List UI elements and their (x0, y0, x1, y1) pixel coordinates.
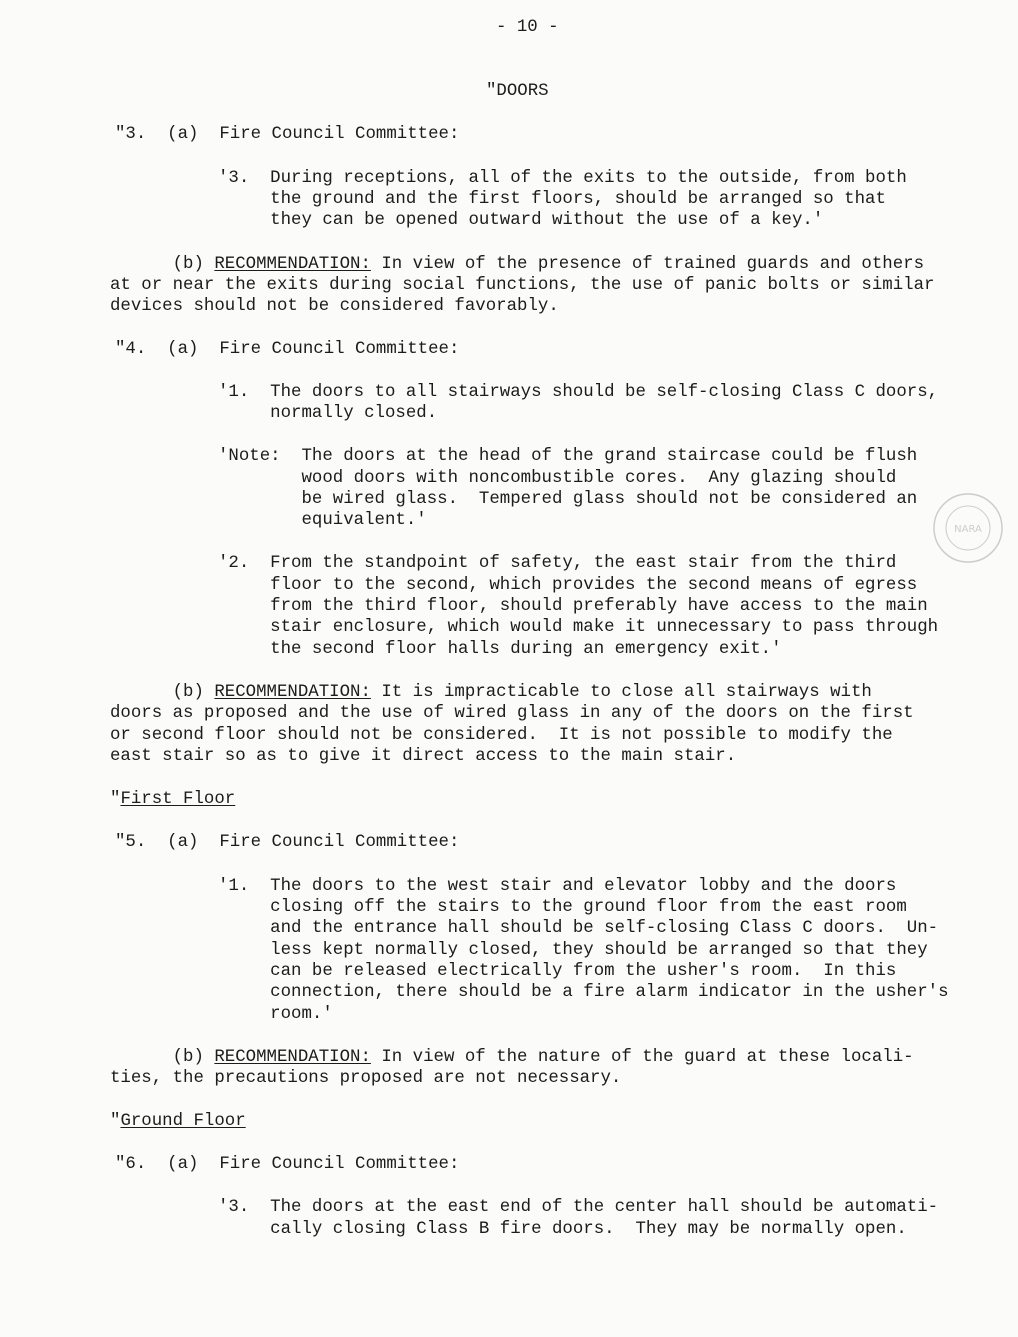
note-line: 'Note: The doors at the head of the grand staircase could be flush (218, 447, 918, 466)
quote-line: '3. During receptions, all of the exits to the outside, from both (218, 169, 907, 188)
recommendation-text: It is impracticable to close all stairways with (370, 683, 872, 702)
recommendation-line: devices should not be considered favorably. (110, 297, 559, 316)
item-6-heading: "6. (a) Fire Council Committee: (115, 1155, 460, 1174)
quote-line: from the third floor, should preferably have access to the main (218, 597, 928, 616)
recommendation-line: east stair so as to give it direct access to the main stair. (110, 747, 737, 766)
recommendation-line: ties, the precautions proposed are not necessary. (110, 1069, 622, 1088)
heading-text: Ground Floor (120, 1112, 246, 1131)
quote-line: '2. From the standpoint of safety, the east stair from the third (218, 554, 897, 573)
recommendation-label: RECOMMENDATION: (214, 683, 371, 702)
recommendation-prefix: (b) (110, 255, 215, 274)
library-seal-stamp (930, 490, 1006, 566)
recommendation-prefix: (b) (110, 1048, 215, 1067)
note-line: equivalent.' (218, 511, 427, 530)
note-line: be wired glass. Tempered glass should not be considered an (218, 490, 918, 509)
quote-line: floor to the second, which provides the second means of egress (218, 576, 918, 595)
quote-line: and the entrance hall should be self-closing Class C doors. Un- (218, 919, 939, 938)
quote-line: stair enclosure, which would make it unnecessary to pass through (218, 618, 939, 637)
recommendation-line (110, 254, 924, 276)
quote-line: normally closed. (218, 404, 438, 423)
quote-line: '1. The doors to all stairways should be self-closing Class C doors, (218, 383, 939, 402)
item-5-heading: "5. (a) Fire Council Committee: (115, 833, 460, 852)
quote-mark: " (110, 790, 121, 809)
recommendation-line: doors as proposed and the use of wired glass in any of the doors on the first (110, 704, 914, 723)
page-number: - 10 - (496, 18, 559, 37)
quote-line: they can be opened outward without the use of a key.' (218, 211, 824, 230)
first-floor-heading (110, 789, 235, 811)
quote-line: room.' (218, 1005, 333, 1024)
item-4-heading: "4. (a) Fire Council Committee: (115, 340, 460, 359)
section-title: "DOORS (486, 82, 549, 101)
ground-floor-heading (110, 1111, 246, 1133)
quote-line: the ground and the first floors, should be arranged so that (218, 190, 886, 209)
quote-line: closing off the stairs to the ground floor from the east room (218, 898, 907, 917)
recommendation-line (110, 682, 872, 704)
seal-center-text: NARA (954, 524, 982, 535)
recommendation-line (110, 1047, 914, 1069)
recommendation-label: RECOMMENDATION: (214, 1048, 371, 1067)
recommendation-text: In view of the nature of the guard at these locali- (370, 1048, 914, 1067)
recommendation-label: RECOMMENDATION: (214, 255, 371, 274)
recommendation-line: or second floor should not be considered. It is not possible to modify the (110, 726, 893, 745)
recommendation-text: In view of the presence of trained guards and others (370, 255, 925, 274)
quote-line: '3. The doors at the east end of the center hall should be automati- (218, 1198, 939, 1217)
recommendation-line: at or near the exits during social functions, the use of panic bolts or similar (110, 276, 935, 295)
item-3-heading: "3. (a) Fire Council Committee: (115, 125, 460, 144)
note-line: wood doors with noncombustible cores. Any glazing should (218, 469, 897, 488)
quote-line: less kept normally closed, they should be arranged so that they (218, 941, 928, 960)
quote-line: connection, there should be a fire alarm indicator in the usher's (218, 983, 949, 1002)
heading-text: First Floor (120, 790, 236, 809)
quote-line: can be released electrically from the usher's room. In this (218, 962, 897, 981)
quote-line: cally closing Class B fire doors. They may be normally open. (218, 1220, 907, 1239)
recommendation-prefix: (b) (110, 683, 215, 702)
quote-line: the second floor halls during an emergency exit.' (218, 640, 782, 659)
quote-mark: " (110, 1112, 121, 1131)
quote-line: '1. The doors to the west stair and elevator lobby and the doors (218, 877, 897, 896)
